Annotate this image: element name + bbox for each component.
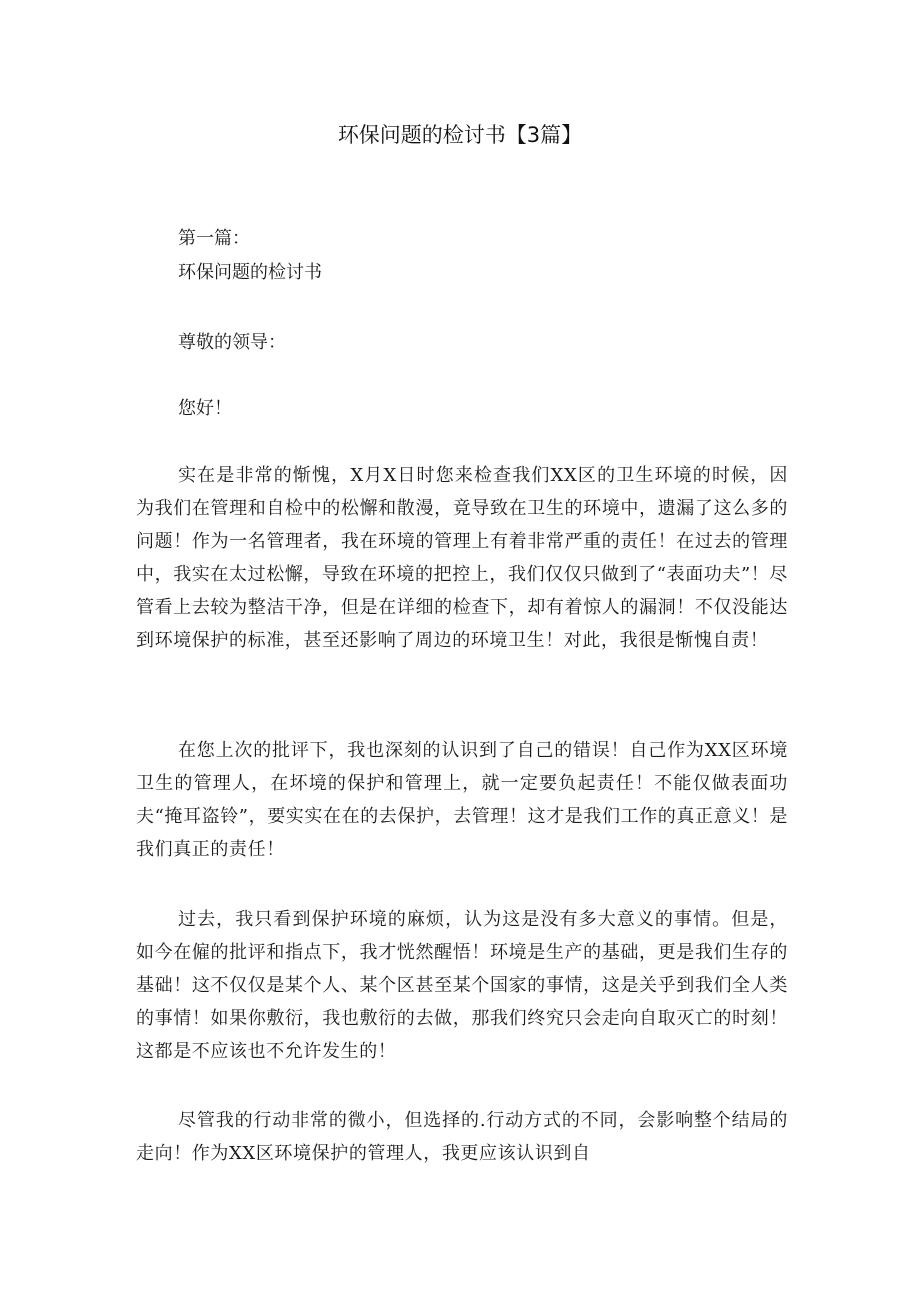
paragraph-3: 过去，我只看到保护环境的麻烦，认为这是没有多大意义的事情。但是，如今在僱的批评和指点下，我才恍然醒悟！环境是生产的基础，更是我们生存的基础！这不仅仅是某个人、某个区甚至某个国家的事情，这是关乎到我们全人类的事情！如果你敷衍，我也敷衍的去做，那我们终究只会走向自取灭亡的时刻！这都是不应该也不允许发生的！ [136,909,788,1062]
paragraph-2: 在您上次的批评下，我也深刻的认识到了自己的错误！自己作为XX区环境卫生的管理人，在坏境的保护和管理上，就一定要负起责任！不能仅做表面功夫“掩耳盗铃”，要实实在在的去保护，去管理！这才是我们工作的真正意义！是我们真正的责任！ [136,740,789,860]
section-title: 环保问题的检讨书 [178,262,322,283]
salutation: 尊敬的领导： [178,332,286,353]
paragraph-1: 实在是非常的惭愧，X月X日时您来检查我们XX区的卫生环境的时候，因为我们在管理和自检中的松懈和散漫，竟导致在卫生的环境中，遗漏了这么多的问题！作为一名管理者，我在环境的管理上有着非常严重的责任！在过去的管理中，我实在太过松懈，导致在环境的把控上，我们仅仅只做到了“表面功夫”！尽管看上去较为整洁干净，但是在详细的检查下，却有着惊人的漏洞！不仅没能达到环境保护的标准，甚至还影响了周边的环境卫生！对此，我很是惭愧自责！ [136,465,789,651]
document-title: 环保问题的检讨书【3篇】 [337,123,583,147]
greeting: 您好！ [178,398,232,419]
section-label: 第一篇： [178,228,250,249]
paragraph-4: 尽管我的行动非常的微小，但选择的.行动方式的不同，会影响整个结局的走向！作为XX区环境保护的管理人，我更应该认识到自 [136,1110,788,1164]
